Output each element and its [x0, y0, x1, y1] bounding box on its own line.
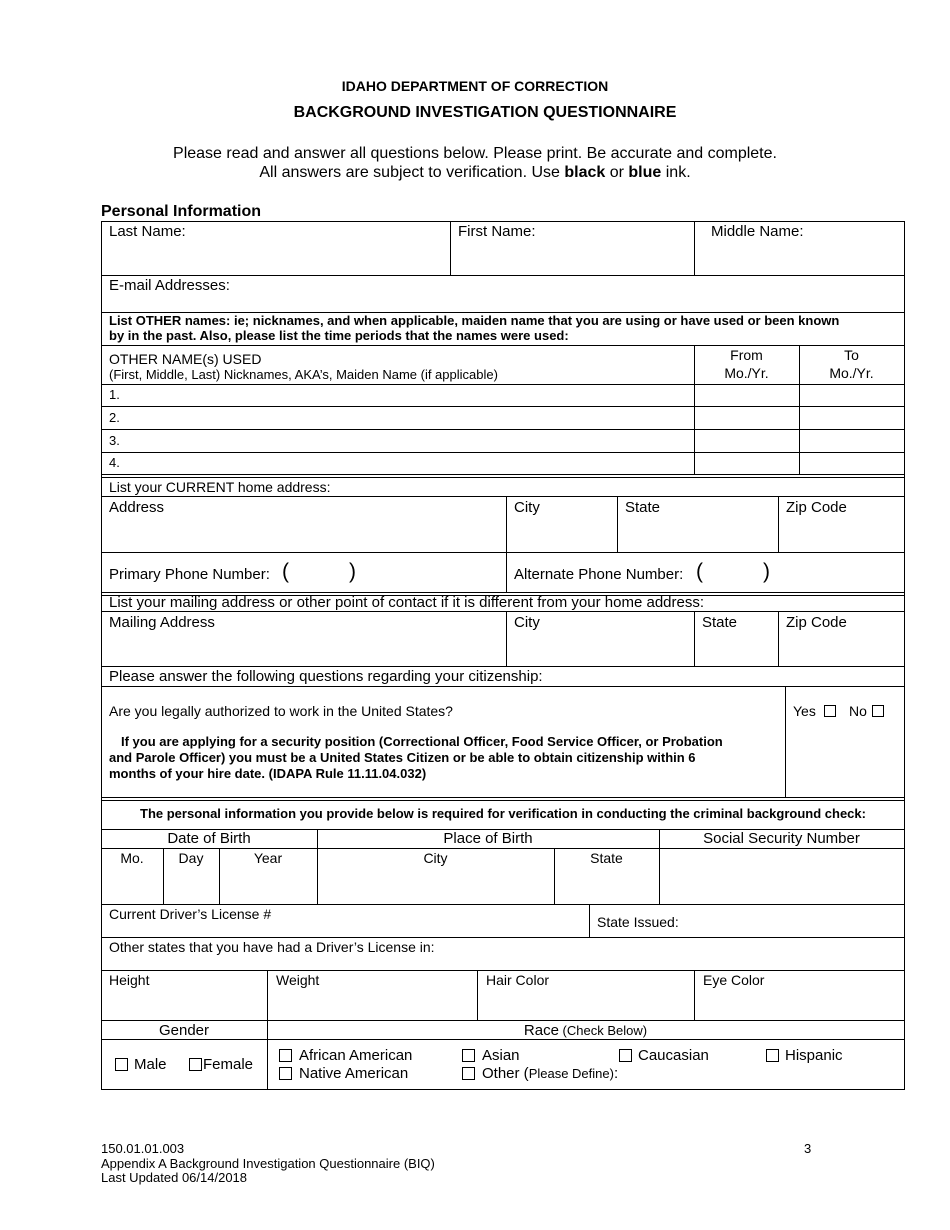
other-name-row-2[interactable]: 2. [109, 410, 120, 425]
primary-phone-close-paren: ) [349, 560, 356, 583]
other-names-subheader: (First, Middle, Last) Nicknames, AKA’s, Maiden Name (if applicable) [109, 367, 498, 382]
female-checkbox[interactable] [189, 1058, 202, 1071]
other-name-row-4[interactable]: 4. [109, 455, 120, 470]
from-column-subheader: Mo./Yr. [724, 365, 769, 381]
ssn-header: Social Security Number [703, 830, 860, 847]
dob-day-field[interactable]: Day [178, 850, 204, 866]
to-column-subheader: Mo./Yr. [829, 365, 874, 381]
alternate-phone-field[interactable]: Alternate Phone Number: [514, 566, 684, 583]
citizenship-note-line-3: months of your hire date. (IDAPA Rule 11.11.04.032) [109, 766, 427, 781]
work-authorization-question: Are you legally authorized to work in the United States? [109, 703, 453, 719]
no-label: No [849, 703, 867, 719]
instructions-line-2: All answers are subject to verification. Use black or blue ink. [259, 164, 691, 181]
caucasian-label: Caucasian [638, 1047, 709, 1064]
hair-color-field[interactable]: Hair Color [486, 972, 550, 988]
from-column-header: From [730, 347, 763, 363]
no-checkbox[interactable] [872, 705, 884, 717]
african-american-label: African American [299, 1047, 413, 1064]
primary-phone-field[interactable]: Primary Phone Number: [109, 566, 270, 583]
hispanic-checkbox[interactable] [766, 1049, 779, 1062]
height-field[interactable]: Height [109, 972, 150, 988]
mailing-state-field[interactable]: State [702, 614, 738, 631]
place-of-birth-header: Place of Birth [443, 830, 533, 847]
asian-label: Asian [482, 1047, 520, 1064]
mailing-address-prompt: List your mailing address or other point of contact if it is different from your home address: [109, 594, 705, 611]
alternate-phone-close-paren: ) [763, 560, 770, 583]
form-title: BACKGROUND INVESTIGATION QUESTIONNAIRE [293, 104, 677, 121]
to-column-header: To [844, 347, 859, 363]
native-american-checkbox[interactable] [279, 1067, 292, 1080]
home-state-field[interactable]: State [625, 499, 661, 516]
page-number: 3 [804, 1141, 812, 1156]
home-address-field[interactable]: Address [109, 499, 165, 516]
other-name-row-3[interactable]: 3. [109, 433, 120, 448]
section-title: Personal Information [101, 203, 262, 220]
verification-note: The personal information you provide below is required for verification in conducting the criminal background check: [140, 806, 866, 821]
other-race-label: Other (Please Define): [482, 1065, 619, 1082]
caucasian-checkbox[interactable] [619, 1049, 632, 1062]
eye-color-field[interactable]: Eye Color [703, 972, 765, 988]
male-label: Male [134, 1056, 167, 1073]
state-issued-field[interactable]: State Issued: [597, 914, 679, 930]
citizenship-note-line-1: If you are applying for a security position (Correctional Officer, Food Service Officer, or Probation [121, 734, 723, 749]
middle-name-field[interactable]: Middle Name: [711, 223, 804, 240]
form-code: 150.01.01.003 [101, 1141, 185, 1156]
male-checkbox[interactable] [115, 1058, 128, 1071]
other-name-row-1[interactable]: 1. [109, 387, 120, 402]
other-names-instruction-line-1: List OTHER names: ie; nicknames, and when applicable, maiden name that you are using or have used or been known [109, 313, 840, 328]
hispanic-label: Hispanic [785, 1047, 843, 1064]
citizenship-prompt: Please answer the following questions regarding your citizenship: [109, 668, 543, 685]
drivers-license-field[interactable]: Current Driver’s License # [109, 906, 272, 922]
dob-year-field[interactable]: Year [253, 850, 283, 866]
mailing-address-field[interactable]: Mailing Address [109, 614, 215, 631]
date-of-birth-header: Date of Birth [167, 830, 251, 847]
instructions-line-1: Please read and answer all questions below. Please print. Be accurate and complete. [173, 145, 777, 162]
african-american-checkbox[interactable] [279, 1049, 292, 1062]
last-updated: Last Updated 06/14/2018 [101, 1170, 248, 1185]
primary-phone-open-paren: ( [282, 560, 289, 583]
yes-label: Yes [793, 703, 816, 719]
mailing-zip-field[interactable]: Zip Code [786, 614, 847, 631]
alternate-phone-open-paren: ( [696, 560, 703, 583]
email-addresses-field[interactable]: E-mail Addresses: [109, 277, 230, 294]
other-names-header: OTHER NAME(s) USED [109, 351, 262, 367]
gender-header: Gender [158, 1022, 210, 1039]
home-city-field[interactable]: City [514, 499, 540, 516]
home-address-prompt: List your CURRENT home address: [109, 479, 331, 495]
home-zip-field[interactable]: Zip Code [786, 499, 847, 516]
yes-checkbox[interactable] [824, 705, 836, 717]
agency-name: IDAHO DEPARTMENT OF CORRECTION [341, 78, 609, 94]
race-header: Race (Check Below) [523, 1022, 648, 1039]
last-name-field[interactable]: Last Name: [109, 223, 186, 240]
birth-city-field[interactable]: City [423, 850, 448, 866]
ssn-field[interactable] [660, 849, 904, 904]
first-name-field[interactable]: First Name: [458, 223, 536, 240]
female-label: Female [203, 1056, 254, 1073]
asian-checkbox[interactable] [462, 1049, 475, 1062]
birth-state-field[interactable]: State [590, 850, 623, 866]
native-american-label: Native American [299, 1065, 409, 1082]
document-name: Appendix A Background Investigation Questionnaire (BIQ) [101, 1156, 435, 1171]
other-race-checkbox[interactable] [462, 1067, 475, 1080]
dob-month-field[interactable]: Mo. [120, 850, 144, 866]
citizenship-note-line-2: and Parole Officer) you must be a United States Citizen or be able to obtain citizenship within 6 [109, 750, 696, 765]
mailing-city-field[interactable]: City [514, 614, 540, 631]
other-license-states-field[interactable]: Other states that you have had a Driver’s License in: [109, 939, 435, 955]
other-names-instruction-line-2: by in the past. Also, please list the time periods that the names were used: [109, 328, 569, 343]
weight-field[interactable]: Weight [276, 972, 320, 988]
